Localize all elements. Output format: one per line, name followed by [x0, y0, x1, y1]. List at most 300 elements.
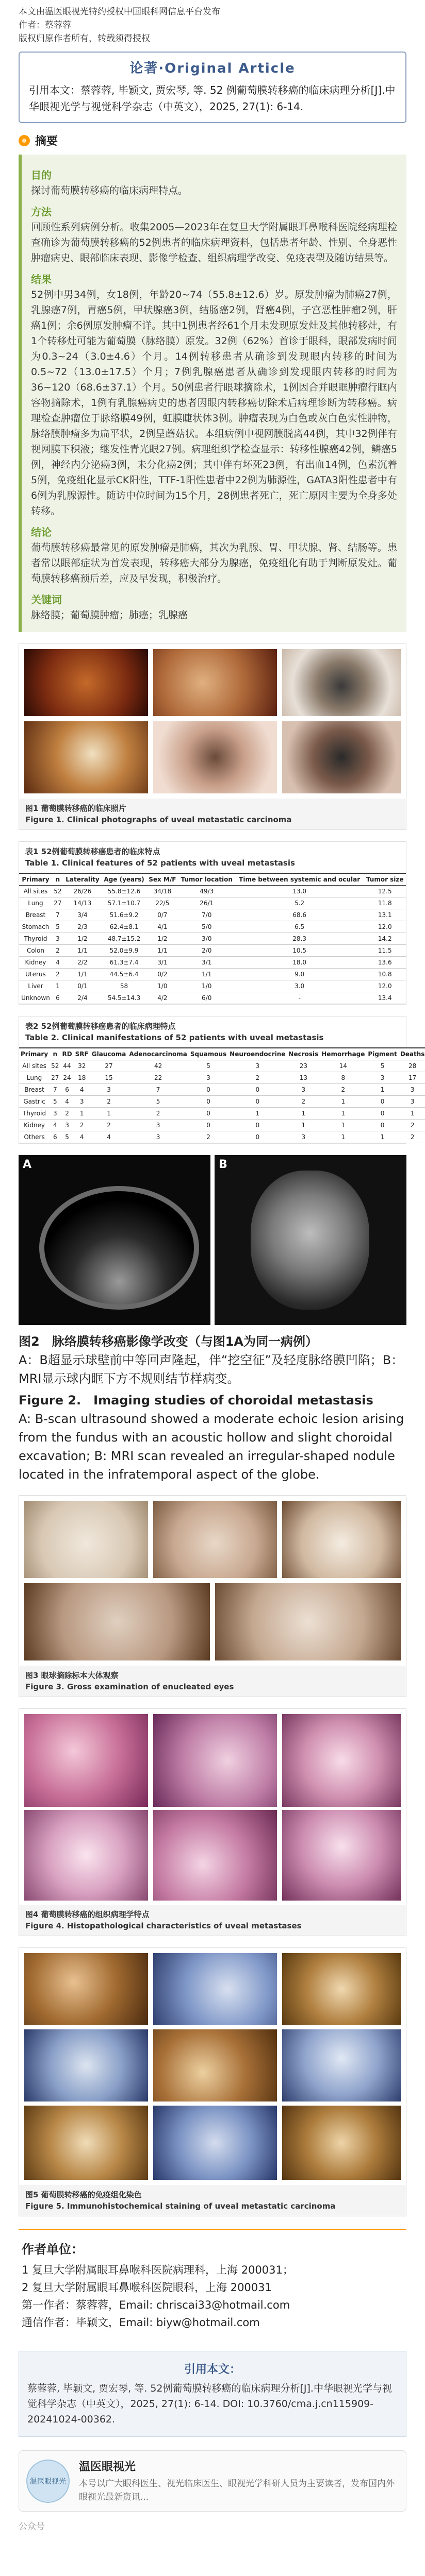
table-cell: 0	[189, 1120, 228, 1131]
table-header-cell: n	[50, 1048, 60, 1060]
table-cell: 2	[60, 1108, 73, 1120]
table-cell: Breast	[19, 909, 52, 921]
table-cell: 17	[399, 1072, 425, 1084]
table-cell: 2/4	[63, 992, 102, 1004]
author-line: 1 复旦大学附属眼耳鼻喉科医院病理科，上海 200031；	[22, 2264, 293, 2276]
footer-label: 公众号	[19, 2521, 45, 2532]
table-header-cell: Laterality	[63, 873, 102, 886]
table-cell: 2	[90, 1096, 128, 1108]
official-account-card[interactable]	[19, 2450, 406, 2512]
table-cell: 3	[74, 1096, 90, 1108]
table-cell: 4	[50, 1120, 60, 1131]
caption-cn: 图4 葡萄膜转移癌的组织病理学特点	[25, 1910, 150, 1919]
author-line: 通信作者：毕颖文，Email: biyw@hotmail.com	[22, 2316, 260, 2329]
gross-specimen	[24, 1583, 210, 1660]
table-cell: 5	[50, 1096, 60, 1108]
table-cell: 3	[287, 1131, 320, 1143]
mri-scan	[215, 1155, 406, 1325]
article-type-title: 论著·Original Article	[129, 61, 296, 76]
table-cell: 8	[320, 1072, 366, 1084]
table-cell: 0/1	[63, 980, 102, 992]
table-cell: Thyroid	[19, 1108, 50, 1120]
table-row	[19, 1120, 425, 1131]
table-cell: 2	[74, 1120, 90, 1131]
panel-label: A	[23, 1158, 32, 1171]
table-cell: 57.1±10.7	[102, 897, 146, 909]
abstract-paragraph: 回顾性系列病例分析。收集2005—2023年在复旦大学附属眼耳鼻喉科医院经病理检查确诊为葡萄膜转移癌的52例患者的临床病理资料，包括患者年龄、性别、全身恶性肿瘤病史、眼部临床表现、影像学检查、组织病理学改变、免疫表型及随访结果等。	[31, 222, 397, 264]
table-cell: 1	[399, 1108, 425, 1120]
table-row	[19, 886, 406, 897]
table-cell: 4/1	[146, 921, 178, 933]
table-cell: 44.5±6.4	[102, 969, 146, 980]
figure-3-image	[19, 1496, 406, 1666]
table-cell: 5	[366, 1060, 398, 1072]
table-row	[19, 945, 406, 957]
article-header-box	[19, 52, 406, 123]
table-2	[19, 1016, 425, 1144]
table-header-cell: Squamous	[189, 1048, 228, 1060]
table-cell: 11.8	[364, 897, 406, 909]
table-cell: 1	[320, 1108, 366, 1120]
table-cell: 2/2	[63, 957, 102, 969]
abstract-box	[19, 155, 406, 632]
table-cell: 3	[228, 1060, 287, 1072]
table-header-cell: Adenocarcinoma	[127, 1048, 189, 1060]
table-cell: Kidney	[19, 1120, 50, 1131]
ihc-micrograph	[24, 2106, 148, 2180]
table-cell: 28	[399, 1060, 425, 1072]
table-cell: 9.0	[235, 969, 364, 980]
table-cell: 2	[228, 1072, 287, 1084]
top-note-line: 版权归原作者所有，转载须得授权	[19, 33, 150, 44]
table-body	[19, 1060, 425, 1143]
caption-en-body: A: B-scan ultrasound showed a moderate echoic lesion arising from the fundus with an acoustic hollow and slight choroidal excavation; B: MRI scan revealed an irregular-shaped nodule located in the infratemporal aspect of the globe.	[19, 1412, 404, 1482]
bullet-icon	[19, 135, 30, 146]
table-cell: 13.4	[364, 992, 406, 1004]
table-cell: 22	[127, 1072, 189, 1084]
caption-cn: 图1 葡萄膜转移癌的临床照片	[25, 804, 126, 813]
article-citation: 引用本文：蔡蓉蓉, 毕颖文, 贾宏琴, 等. 52 例葡萄膜转移癌的临床病理分析[J].中华眼视光学与视觉科学杂志（中英文），2025, 27(1): 6-14.	[29, 84, 396, 113]
table-cell: 1/1	[63, 969, 102, 980]
figure-4-caption	[19, 1905, 406, 1936]
table-cell: 7	[52, 909, 63, 921]
table-cell: 1/2	[146, 933, 178, 945]
table-row	[19, 980, 406, 992]
caption-en: Table 2. Clinical manifestations of 52 patients with uveal metastasis	[25, 1033, 324, 1042]
table-cell: 2	[52, 945, 63, 957]
fundus-photo	[24, 721, 148, 793]
table-cell: 3	[399, 1084, 425, 1096]
table-cell: 6.5	[235, 921, 364, 933]
table-cell: 7/0	[178, 909, 235, 921]
histology-micrograph	[24, 1810, 148, 1901]
table-header-cell: Time between systemic and ocular	[235, 873, 364, 886]
table-cell: 3	[189, 1072, 228, 1084]
table-cell: 27	[90, 1060, 128, 1072]
citation-text: 蔡蓉蓉, 毕颖文, 贾宏琴, 等. 52例葡萄膜转移癌的临床病理分析[J].中华眼视光学与视觉科学杂志（中英文），2025, 27(1): 6-14. DOI: 10.3760/cma.j.cn115909-20241024-00362.	[27, 2383, 392, 2425]
table-cell: Stomach	[19, 921, 52, 933]
table-cell: 2	[287, 1096, 320, 1108]
table-cell: 6	[52, 992, 63, 1004]
table-cell: 12.0	[364, 921, 406, 933]
gross-specimen	[282, 1501, 401, 1578]
table-header-cell: RD	[60, 1048, 73, 1060]
table-cell: 5/0	[178, 921, 235, 933]
account-logo: 温医眼视光	[26, 2460, 70, 2503]
table-cell: 2	[127, 1108, 189, 1120]
table-header-cell: Tumor location	[178, 873, 235, 886]
table-cell: 26/26	[63, 886, 102, 897]
table-cell: 44	[60, 1060, 73, 1072]
table-cell: 15	[90, 1072, 128, 1084]
table-cell: 6	[60, 1084, 73, 1096]
table-cell: 4	[90, 1131, 128, 1143]
table-row	[19, 1096, 425, 1108]
table-cell: 3/1	[178, 957, 235, 969]
table-cell: 2	[320, 1084, 366, 1096]
ihc-micrograph	[24, 1953, 148, 2025]
table-cell: 5.2	[235, 897, 364, 909]
table-cell: 23	[287, 1060, 320, 1072]
table-header-cell: Tumor size	[364, 873, 406, 886]
abstract-paragraph: 52例中男34例，女18例，年龄20~74（55.8±12.6）岁。原发肿瘤为肺癌27例，乳腺癌7例，胃癌5例，甲状腺癌3例，结肠癌2例，肾癌4例，子宫恶性肿瘤2例，肝癌1例；余6例原发肿瘤不详。其中1例患者经61个月未发现原发灶及其他转移灶，有1个转移灶可能为葡萄膜（脉络膜）原发。32例（62%）首诊于眼科，眼部发病时间为0.3~24（3.0±4.6）个月。14例转移患者从确诊到发现眼内转移的时间为0.5~72（13.0±17.5）个月；7例乳腺癌患者从确诊到发现眼内转移的时间为36~120（68.6±37.1）个月。50例患者行眼球摘除术，1例因合并眼眶肿瘤行眶内容物摘除术，1例有乳腺癌病史的患者因眼内转移癌切除术后病理诊断为转移癌。病理检查肿瘤位于脉络膜49例，虹膜睫状体3例。肿瘤表现为白色或灰白色实性肿物，脉络膜肿瘤多为扁平状，2例呈蘑菇状。本组病例中视网膜脱离44例，其中32例伴有视网膜下积液；继发性青光眼27例。病理组织学检查显示：转移性腺癌42例，鳞癌5例，神经内分泌癌3例，未分化癌2例；其中伴有坏死23例，有出血14例，色素沉着5例，免疫组化显示CK阳性，TTF-1阳性患者中22例为肺源性，GATA3阳性患者中有6例为乳腺源性。随访中位时间为15个月，28例患者死亡，死亡原因主要为全身多处转移。	[31, 289, 397, 517]
fundus-photo	[153, 649, 277, 716]
table-cell: 2/3	[63, 921, 102, 933]
table-cell: 0	[228, 1131, 287, 1143]
panel-label: B	[219, 1158, 227, 1171]
figure-3	[19, 1495, 406, 1697]
table-cell: Uterus	[19, 969, 52, 980]
table-cell: 5	[60, 1131, 73, 1143]
table-cell: 2	[52, 969, 63, 980]
table-cell: 10.5	[235, 945, 364, 957]
table-row	[19, 1060, 425, 1072]
table-cell: Others	[19, 1131, 50, 1143]
table-cell: Breast	[19, 1084, 50, 1096]
ultrasound-scan	[19, 1155, 210, 1325]
ihc-micrograph	[24, 2029, 148, 2102]
table-cell: 18.0	[235, 957, 364, 969]
table-cell: 1	[320, 1096, 366, 1108]
table-cell: 0	[228, 1096, 287, 1108]
table-cell: 10.8	[364, 969, 406, 980]
table-cell: 12.5	[364, 886, 406, 897]
table-header-cell: Primary	[19, 873, 52, 886]
caption-cn: 图3 眼球摘除标本大体观察	[25, 1671, 119, 1680]
table-cell: 54.5±14.3	[102, 992, 146, 1004]
table-cell: 1	[366, 1131, 398, 1143]
table-cell: 14	[320, 1060, 366, 1072]
table-cell: 1	[74, 1108, 90, 1120]
table-cell: 12.0	[364, 980, 406, 992]
author-line: 2 复旦大学附属眼耳鼻喉科医院眼科，上海 200031	[22, 2281, 272, 2294]
table-cell: 51.6±9.2	[102, 909, 146, 921]
table-body	[19, 886, 406, 1004]
table-cell: Unknown	[19, 992, 52, 1004]
ihc-micrograph	[153, 1953, 277, 2025]
abstract-heading: 关键词	[31, 594, 62, 606]
table-cell: 3	[50, 1108, 60, 1120]
table-header-cell: SRF	[74, 1048, 90, 1060]
abstract-paragraph: 脉络膜；葡萄膜肿瘤；肺癌；乳腺癌	[31, 609, 188, 621]
histology-micrograph	[282, 1810, 401, 1901]
data-table	[19, 1047, 425, 1143]
table-cell: 58	[102, 980, 146, 992]
mri-head	[251, 1171, 369, 1310]
table-cell: 52	[52, 886, 63, 897]
caption-en: Figure 5. Immunohistochemical staining of uveal metastatic carcinoma	[25, 2201, 336, 2211]
table-row	[19, 897, 406, 909]
table-cell: Kidney	[19, 957, 52, 969]
table-cell: 68.6	[235, 909, 364, 921]
ultrasound-echo	[39, 1186, 199, 1310]
figure-5-image	[19, 1948, 406, 2185]
table-cell: 3	[60, 1120, 73, 1131]
ihc-micrograph	[282, 2106, 401, 2180]
table-cell: 6/0	[178, 992, 235, 1004]
table-cell: 13	[287, 1072, 320, 1084]
citation-heading: 引用本文：	[184, 2363, 241, 2376]
table-cell: 5	[189, 1060, 228, 1072]
caption-en: Figure 3. Gross examination of enucleated eyes	[25, 1682, 234, 1691]
table-cell: 1	[287, 1108, 320, 1120]
top-note-line: 本文由温医眼视光特约授权中国眼科网信息平台发布	[19, 7, 220, 17]
figure-5-caption	[19, 2185, 406, 2216]
figure-1-caption	[19, 799, 406, 829]
table-cell: 1/0	[178, 980, 235, 992]
table-cell: 2	[189, 1131, 228, 1143]
table-cell: 48.7±15.2	[102, 933, 146, 945]
top-note	[0, 0, 425, 45]
table-cell: 4	[60, 1096, 73, 1108]
table-cell: 1	[228, 1108, 287, 1120]
table-cell: 3/1	[146, 957, 178, 969]
table-cell: 32	[74, 1060, 90, 1072]
author-info	[19, 2229, 406, 2341]
table-row	[19, 1084, 425, 1096]
table-header-cell: Hemorrhage	[320, 1048, 366, 1060]
table-row	[19, 933, 406, 945]
table-header-row	[19, 1048, 425, 1060]
table-row	[19, 921, 406, 933]
caption-cn: 表1 52例葡萄膜转移癌患者的临床特点	[25, 847, 160, 856]
caption-cn-title: 图2 脉络膜转移癌影像学改变（与图1A为同一病例）	[19, 1334, 318, 1349]
caption-en: Figure 1. Clinical photographs of uveal metastatic carcinoma	[25, 815, 292, 824]
table-cell: 55.8±12.6	[102, 886, 146, 897]
table-cell: Lung	[19, 897, 52, 909]
abstract-label: 摘要	[35, 135, 58, 148]
table-cell: 3	[287, 1084, 320, 1096]
abstract-section-label	[19, 132, 406, 148]
caption-cn: 图5 葡萄膜转移癌的免疫组化染色	[25, 2190, 142, 2199]
table-cell: 4	[74, 1084, 90, 1096]
data-table	[19, 873, 406, 1004]
table-cell: 5	[127, 1096, 189, 1108]
table-header-cell: Primary	[19, 1048, 50, 1060]
table-cell: 62.4±8.1	[102, 921, 146, 933]
table-cell: 61.3±7.4	[102, 957, 146, 969]
table-cell: 13.1	[364, 909, 406, 921]
table-header-cell: Sex M/F	[146, 873, 178, 886]
figure-1-image	[19, 644, 406, 799]
table-cell: 24	[60, 1072, 73, 1084]
anterior-segment-photo	[153, 721, 277, 793]
table-cell: 2	[399, 1131, 425, 1143]
table-cell: 4	[74, 1131, 90, 1143]
table-row	[19, 1072, 425, 1084]
table-cell: Gastric	[19, 1096, 50, 1108]
table-cell: 4	[52, 957, 63, 969]
table-cell: 4/2	[146, 992, 178, 1004]
histology-micrograph	[153, 1810, 277, 1901]
table-cell: All sites	[19, 886, 52, 897]
account-name: 温医眼视光	[79, 2461, 136, 2473]
table-cell: 28.3	[235, 933, 364, 945]
table-cell: 34/18	[146, 886, 178, 897]
table-header-cell: Necrosis	[287, 1048, 320, 1060]
abstract-heading: 结论	[31, 526, 52, 538]
table-2-title	[19, 1016, 406, 1047]
caption-en-title: Figure 2. Imaging studies of choroidal metastasis	[19, 1393, 373, 1408]
table-cell: 7	[50, 1084, 60, 1096]
table-cell: 11.5	[364, 945, 406, 957]
table-cell: 5	[52, 921, 63, 933]
gross-specimen	[24, 1501, 148, 1578]
fundus-photo	[24, 649, 148, 716]
table-cell: 1/0	[146, 980, 178, 992]
table-cell: 52	[50, 1060, 60, 1072]
table-cell: 1/1	[178, 969, 235, 980]
table-cell: 1	[366, 1084, 398, 1096]
table-cell: 42	[127, 1060, 189, 1072]
author-heading: 作者单位：	[22, 2242, 84, 2257]
table-1-title	[19, 842, 406, 873]
table-cell: 1	[52, 980, 63, 992]
table-cell: 0	[366, 1096, 398, 1108]
table-header-row	[19, 873, 406, 886]
caption-cn: 表2 52例葡萄膜转移癌患者的临床病理特点	[25, 1022, 176, 1031]
table-cell: 1/1	[146, 945, 178, 957]
histology-micrograph	[282, 1714, 401, 1807]
caption-en: Table 1. Clinical features of 52 patients with uveal metastasis	[25, 858, 295, 868]
table-cell: 3/0	[178, 933, 235, 945]
anterior-segment-photo	[282, 721, 401, 793]
abstract-paragraph: 探讨葡萄膜转移癌的临床病理特点。	[31, 185, 188, 196]
table-cell: 1/2	[63, 933, 102, 945]
table-header-cell: Deaths	[399, 1048, 425, 1060]
ihc-micrograph	[282, 1953, 401, 2025]
figure-1	[19, 643, 406, 830]
table-cell: 0	[228, 1084, 287, 1096]
table-cell: 1	[320, 1120, 366, 1131]
table-cell: 13.6	[364, 957, 406, 969]
gross-specimen	[153, 1501, 277, 1578]
table-cell: Colon	[19, 945, 52, 957]
table-header-cell: n	[52, 873, 63, 886]
table-cell: 6	[50, 1131, 60, 1143]
table-cell: 22/5	[146, 897, 178, 909]
table-cell: All sites	[19, 1060, 50, 1072]
caption-cn-body: A：B超显示球壁前中等回声隆起，伴“挖空征”及轻度脉络膜凹陷；B：MRI显示球内眶下方不规则结节样病变。	[19, 1353, 404, 1386]
table-cell: 14/13	[63, 897, 102, 909]
table-cell: 3	[90, 1084, 128, 1096]
table-cell: 0/2	[146, 969, 178, 980]
top-note-line: 作者：蔡蓉蓉	[19, 20, 71, 30]
table-cell: 13.0	[235, 886, 364, 897]
abstract-heading: 目的	[31, 169, 52, 181]
table-cell: 7	[127, 1084, 189, 1096]
table-row	[19, 909, 406, 921]
table-cell: 14.2	[364, 933, 406, 945]
table-cell: 3	[366, 1072, 398, 1084]
table-cell: 0	[366, 1108, 398, 1120]
table-cell: 0	[366, 1120, 398, 1131]
table-cell: 3	[127, 1131, 189, 1143]
table-cell: 1	[287, 1120, 320, 1131]
table-cell: 0	[189, 1084, 228, 1096]
table-row	[19, 992, 406, 1004]
table-cell: 27	[50, 1072, 60, 1084]
table-cell: 3	[399, 1096, 425, 1108]
table-cell: 3.0	[235, 980, 364, 992]
figure-4-image	[19, 1709, 406, 1905]
table-cell: Thyroid	[19, 933, 52, 945]
table-cell: 0	[189, 1108, 228, 1120]
table-cell: 2	[399, 1120, 425, 1131]
ihc-micrograph	[153, 2029, 277, 2102]
table-cell: 1/1	[63, 945, 102, 957]
author-line: 第一作者：蔡蓉蓉，Email: chriscai33@hotmail.com	[22, 2299, 290, 2311]
table-cell: 18	[74, 1072, 90, 1084]
abstract-heading: 结果	[31, 273, 52, 285]
figure-5	[19, 1947, 406, 2216]
table-cell: 3	[52, 933, 63, 945]
figure-2	[19, 1155, 406, 1325]
table-row	[19, 969, 406, 980]
abstract-heading: 方法	[31, 206, 52, 218]
table-cell: 1	[90, 1108, 128, 1120]
abstract-paragraph: 葡萄膜转移癌最常见的原发肿瘤是肺癌，其次为乳腺、胃、甲状腺、肾、结肠等。患者常以眼部症状为首发表现，转移癌大部分为腺癌，免疫组化有助于判断原发灶。葡萄膜转移癌预后差，应及早发现，积极治疗。	[31, 542, 397, 584]
table-cell: 0	[228, 1120, 287, 1131]
table-header-cell: Pigment	[366, 1048, 398, 1060]
figure-4	[19, 1708, 406, 1936]
table-cell: 2	[90, 1120, 128, 1131]
ihc-micrograph	[153, 2106, 277, 2180]
table-cell: 3/4	[63, 909, 102, 921]
figure-3-caption	[19, 1666, 406, 1697]
table-cell: -	[235, 992, 364, 1004]
table-cell: 49/3	[178, 886, 235, 897]
anterior-segment-photo	[282, 649, 401, 716]
table-1	[19, 841, 406, 1005]
table-cell: Liver	[19, 980, 52, 992]
table-row	[19, 957, 406, 969]
table-cell: 52.0±9.9	[102, 945, 146, 957]
table-row	[19, 1131, 425, 1143]
figure-2-image	[19, 1155, 406, 1325]
histology-micrograph	[153, 1714, 277, 1807]
caption-en: Figure 4. Histopathological characteristics of uveal metastases	[25, 1921, 302, 1930]
figure-2-caption	[19, 1332, 406, 1484]
gross-specimen	[215, 1583, 401, 1660]
table-cell: 3	[127, 1120, 189, 1131]
table-cell: 26/1	[178, 897, 235, 909]
table-cell: 27	[52, 897, 63, 909]
table-header-cell: Age (years)	[102, 873, 146, 886]
table-header-cell: Glaucoma	[90, 1048, 128, 1060]
table-header-cell: Neuroendocrine	[228, 1048, 287, 1060]
table-cell: 0	[189, 1096, 228, 1108]
